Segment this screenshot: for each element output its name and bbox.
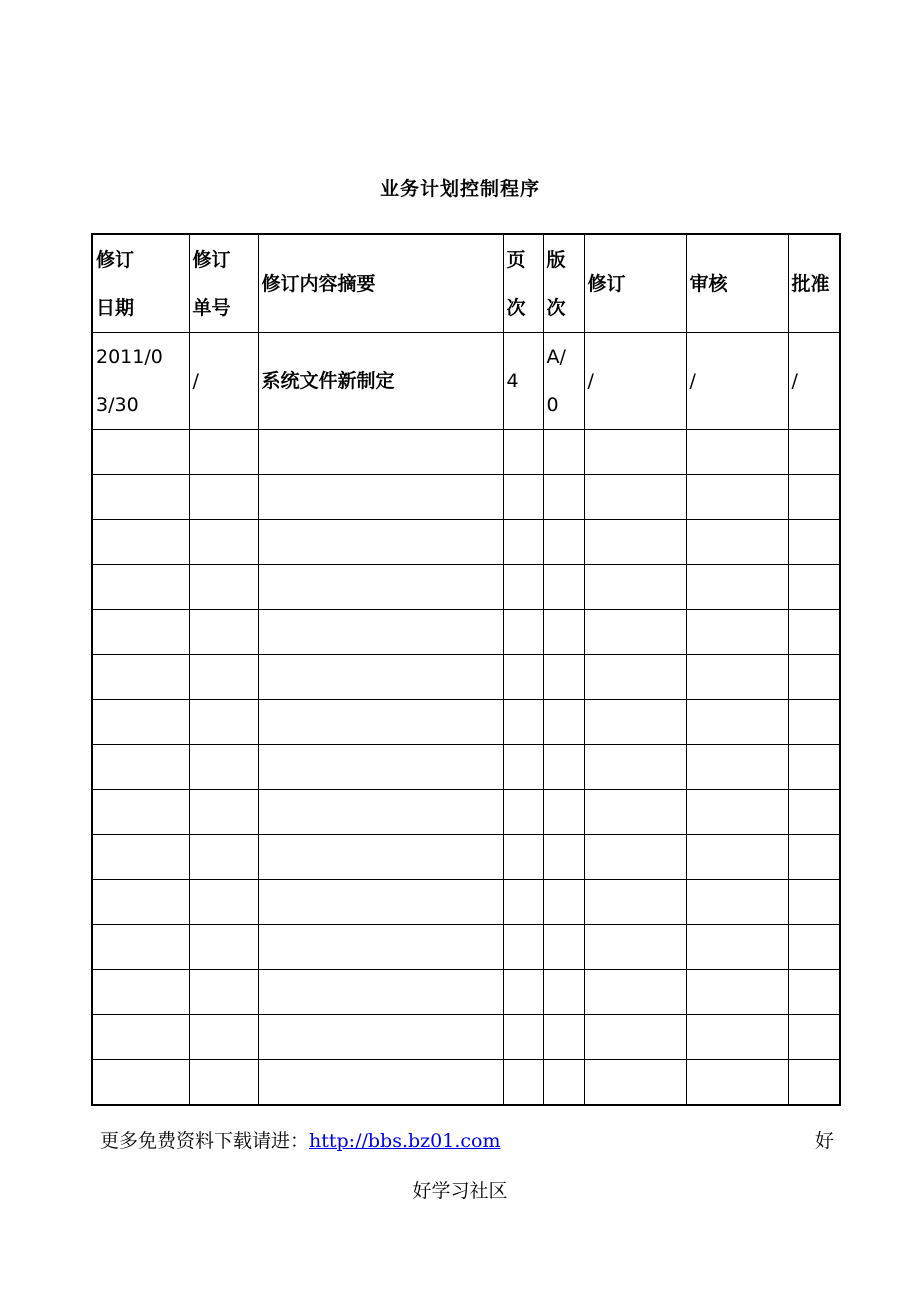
empty-cell [92,610,189,655]
empty-cell [92,655,189,700]
empty-cell [788,745,840,790]
footer-community: 好学习社区 [412,1180,508,1202]
cell-summary: 系统文件新制定 [258,333,503,430]
empty-cell [686,970,788,1015]
empty-cell [788,610,840,655]
empty-cell [92,475,189,520]
empty-cell [543,1015,584,1060]
empty-cell [543,880,584,925]
footer-tail: 好 [814,1130,834,1152]
empty-cell [584,700,686,745]
empty-cell [258,880,503,925]
empty-cell [584,835,686,880]
empty-cell [92,1060,189,1106]
table-row [92,790,840,835]
empty-cell [788,700,840,745]
empty-cell [258,700,503,745]
empty-cell [503,745,543,790]
empty-cell [686,520,788,565]
table-row [92,835,840,880]
cell-reviewed-by: / [686,333,788,430]
header-revision-summary: 修订内容摘要 [258,234,503,333]
empty-cell [686,700,788,745]
empty-cell [686,565,788,610]
empty-cell [543,520,584,565]
table-row [92,1015,840,1060]
empty-cell [543,835,584,880]
empty-cell [788,430,840,475]
empty-cell [258,520,503,565]
empty-cell [189,1060,258,1106]
empty-cell [543,925,584,970]
header-revision-number: 修订 单号 [189,234,258,333]
empty-cell [92,790,189,835]
empty-cell [258,790,503,835]
empty-cell [686,1060,788,1106]
empty-cell [788,970,840,1015]
empty-cell [788,835,840,880]
empty-cell [686,745,788,790]
empty-cell [584,475,686,520]
table-row [92,333,840,430]
cell-page: 4 [503,333,543,430]
empty-cell [189,520,258,565]
header-page: 页 次 [503,234,543,333]
empty-cell [686,1015,788,1060]
empty-cell [584,925,686,970]
empty-cell [584,970,686,1015]
empty-cell [503,925,543,970]
empty-cell [503,565,543,610]
empty-cell [788,475,840,520]
empty-cell [543,475,584,520]
empty-cell [92,700,189,745]
table-row [92,655,840,700]
empty-cell [584,430,686,475]
empty-cell [258,1060,503,1106]
empty-cell [189,475,258,520]
empty-cell [189,655,258,700]
header-reviewed-by: 审核 [686,234,788,333]
empty-cell [543,970,584,1015]
table-row [92,745,840,790]
footer-prefix: 更多免费资料下载请进： [100,1130,310,1152]
empty-cell [543,610,584,655]
empty-cell [584,1060,686,1106]
empty-cell [788,565,840,610]
empty-cell [686,925,788,970]
header-approved-by: 批准 [788,234,840,333]
empty-cell [788,790,840,835]
empty-cell [788,1060,840,1106]
empty-cell [584,880,686,925]
empty-cell [189,430,258,475]
empty-cell [584,565,686,610]
empty-cell [503,430,543,475]
empty-cell [543,790,584,835]
empty-cell [584,655,686,700]
empty-cell [189,565,258,610]
empty-cell [503,970,543,1015]
empty-cell [189,925,258,970]
empty-cell [503,520,543,565]
empty-cell [92,1015,189,1060]
empty-cell [503,1015,543,1060]
empty-cell [92,745,189,790]
empty-cell [788,925,840,970]
empty-cell [503,1060,543,1106]
empty-cell [788,880,840,925]
empty-cell [686,790,788,835]
empty-cell [686,655,788,700]
table-row [92,1060,840,1106]
table-row [92,475,840,520]
table-row [92,610,840,655]
footer-link[interactable]: http://bbs.bz01.com [309,1130,501,1152]
empty-cell [503,790,543,835]
empty-cell [258,970,503,1015]
empty-cell [584,610,686,655]
cell-approved-by: / [788,333,840,430]
empty-cell [686,835,788,880]
empty-cell [189,880,258,925]
empty-cell [543,700,584,745]
table-row [92,700,840,745]
table-row [92,565,840,610]
empty-cell [788,520,840,565]
table-row [92,925,840,970]
table-row [92,970,840,1015]
empty-cell [258,835,503,880]
empty-cell [258,745,503,790]
empty-cell [92,880,189,925]
empty-cell [92,520,189,565]
empty-cell [543,745,584,790]
empty-cell [584,520,686,565]
header-revised-by: 修订 [584,234,686,333]
empty-cell [503,610,543,655]
header-version: 版 次 [543,234,584,333]
empty-rows [92,430,840,1106]
empty-cell [189,745,258,790]
empty-cell [543,565,584,610]
empty-cell [686,880,788,925]
empty-cell [258,565,503,610]
cell-date: 2011/0 3/30 [92,333,189,430]
empty-cell [686,610,788,655]
empty-cell [584,1015,686,1060]
empty-cell [189,610,258,655]
empty-cell [686,430,788,475]
empty-cell [686,475,788,520]
revision-table [91,233,841,1106]
empty-cell [584,790,686,835]
footer-line [100,1126,840,1153]
empty-cell [92,925,189,970]
empty-cell [189,1015,258,1060]
empty-cell [788,655,840,700]
document-title: 业务计划控制程序 [379,178,540,200]
empty-cell [503,880,543,925]
empty-cell [788,1015,840,1060]
empty-cell [189,970,258,1015]
empty-cell [543,655,584,700]
cell-version: A/ 0 [543,333,584,430]
empty-cell [258,430,503,475]
empty-cell [584,745,686,790]
cell-number: / [189,333,258,430]
table-row [92,430,840,475]
empty-cell [92,970,189,1015]
empty-cell [543,430,584,475]
empty-cell [543,1060,584,1106]
empty-cell [503,475,543,520]
empty-cell [258,1015,503,1060]
table-header-row [92,234,840,333]
empty-cell [503,835,543,880]
empty-cell [258,475,503,520]
empty-cell [189,790,258,835]
empty-cell [92,835,189,880]
empty-cell [258,925,503,970]
empty-cell [503,655,543,700]
empty-cell [258,610,503,655]
header-revision-date: 修订 日期 [92,234,189,333]
empty-cell [189,835,258,880]
empty-cell [503,700,543,745]
cell-revised-by: / [584,333,686,430]
empty-cell [92,430,189,475]
table-row [92,520,840,565]
empty-cell [189,700,258,745]
empty-cell [258,655,503,700]
empty-cell [92,565,189,610]
table-row [92,880,840,925]
